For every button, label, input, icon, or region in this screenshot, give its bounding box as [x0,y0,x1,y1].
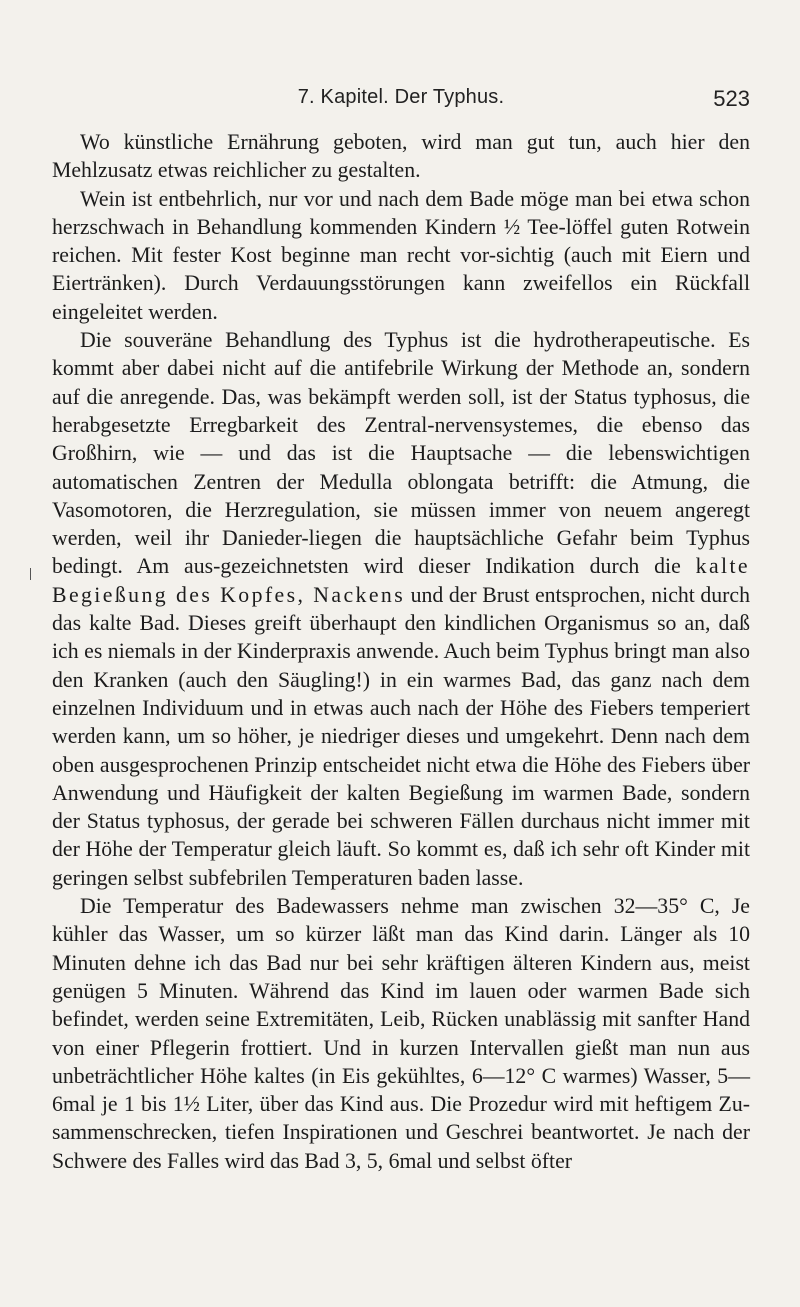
running-title: 7. Kapitel. Der Typhus. [297,86,505,108]
emphasized-text: kalte Begießung des Kopfes, Nackens [52,554,750,607]
paragraph [52,128,750,185]
paragraph-text: und der Brust entsprochen, nicht durch das kalte Bad. Dieses greift überhaupt den kindlichen Organismus so an, daß ich es niemals in der Kinderpraxis anwende. Auch beim Typhus bringt man also den Kranken (auch den Säugling!) in ein warmes Bad, das ganz nach dem einzelnen Individuum und in etwas auch nach der Höhe des Fiebers temperiert werden kann, um so höher, je niedriger dieses und umgekehrt. Denn nach dem oben ausgesprochenen Prinzip entscheidet nicht etwa die Höhe des Fiebers über Anwendung und Häufigkeit der kalten Begießung im warmen Bade, sondern der Status typhosus, der gerade bei schweren Fällen durchaus nicht immer mit der Höhe der Temperatur gleich läuft. So kommt es, daß ich sehr oft Kinder mit geringen selbst subfebrilen Temperaturen baden lasse. [52,582,750,890]
paragraph-text: Wein ist entbehrlich, nur vor und nach dem Bade möge man bei etwa schon herzschwach in Behandlung kommenden Kindern ½ Tee-löffel guten Rotwein reichen. Mit fester Kost beginne man recht vor-sichtig (auch mit Eiern und Eiertränken). Durch Verdauungsstörungen kann zweifellos ein Rückfall eingeleitet werden. [52,186,750,324]
page-header [52,86,750,116]
paragraph-text: Wo künstliche Ernährung geboten, wird man gut tun, auch hier den Mehlzusatz etwas reichlicher zu gestalten. [52,130,750,183]
body-text [52,128,750,1175]
paragraph [52,185,750,326]
paragraph [52,892,750,1175]
page-number: 523 [713,86,750,111]
paragraph [52,326,750,892]
margin-mark [30,568,31,580]
paragraph-text: Die Temperatur des Badewassers nehme man zwischen 32—35° C, Je kühler das Wasser, um so kürzer läßt man das Kind darin. Länger als 10 Minuten dehne ich das Bad nur bei sehr kräftigen älteren Kindern aus, meist genügen 5 Minuten. Während das Kind im lauen oder warmen Bade sich befindet, werden seine Extremitäten, Leib, Rücken unablässig mit sanfter Hand von einer Pflegerin frottiert. Und in kurzen Intervallen gießt man nun aus unbeträchtlicher Höhe kaltes (in Eis gekühltes, 6—12° C warmes) Wasser, 5—6mal je 1 bis 1½ Liter, über das Kind aus. Die Prozedur wird mit heftigem Zu-sammenschrecken, tiefen Inspirationen und Geschrei beantwortet. Je nach der Schwere des Falles wird das Bad 3, 5, 6mal und selbst öfter [52,894,750,1173]
paragraph-text: Die souveräne Behandlung des Typhus ist die hydrotherapeutische. Es kommt aber dabei nicht auf die antifebrile Wirkung der Methode an, sondern auf die anregende. Das, was bekämpft werden soll, ist der Status typhosus, die herabgesetzte Erregbarkeit des Zentral-nervensystemes, die ebenso das Großhirn, wie — und das ist die Hauptsache — die lebenswichtigen automatischen Zentren der Medulla oblongata betrifft: die Atmung, die Vasomotoren, die Herzregulation, sie müssen immer von neuem angeregt werden, weil ihr Danieder-liegen die hauptsächliche Gefahr beim Typhus bedingt. Am aus-gezeichnetsten wird dieser Indikation durch die [52,328,750,579]
